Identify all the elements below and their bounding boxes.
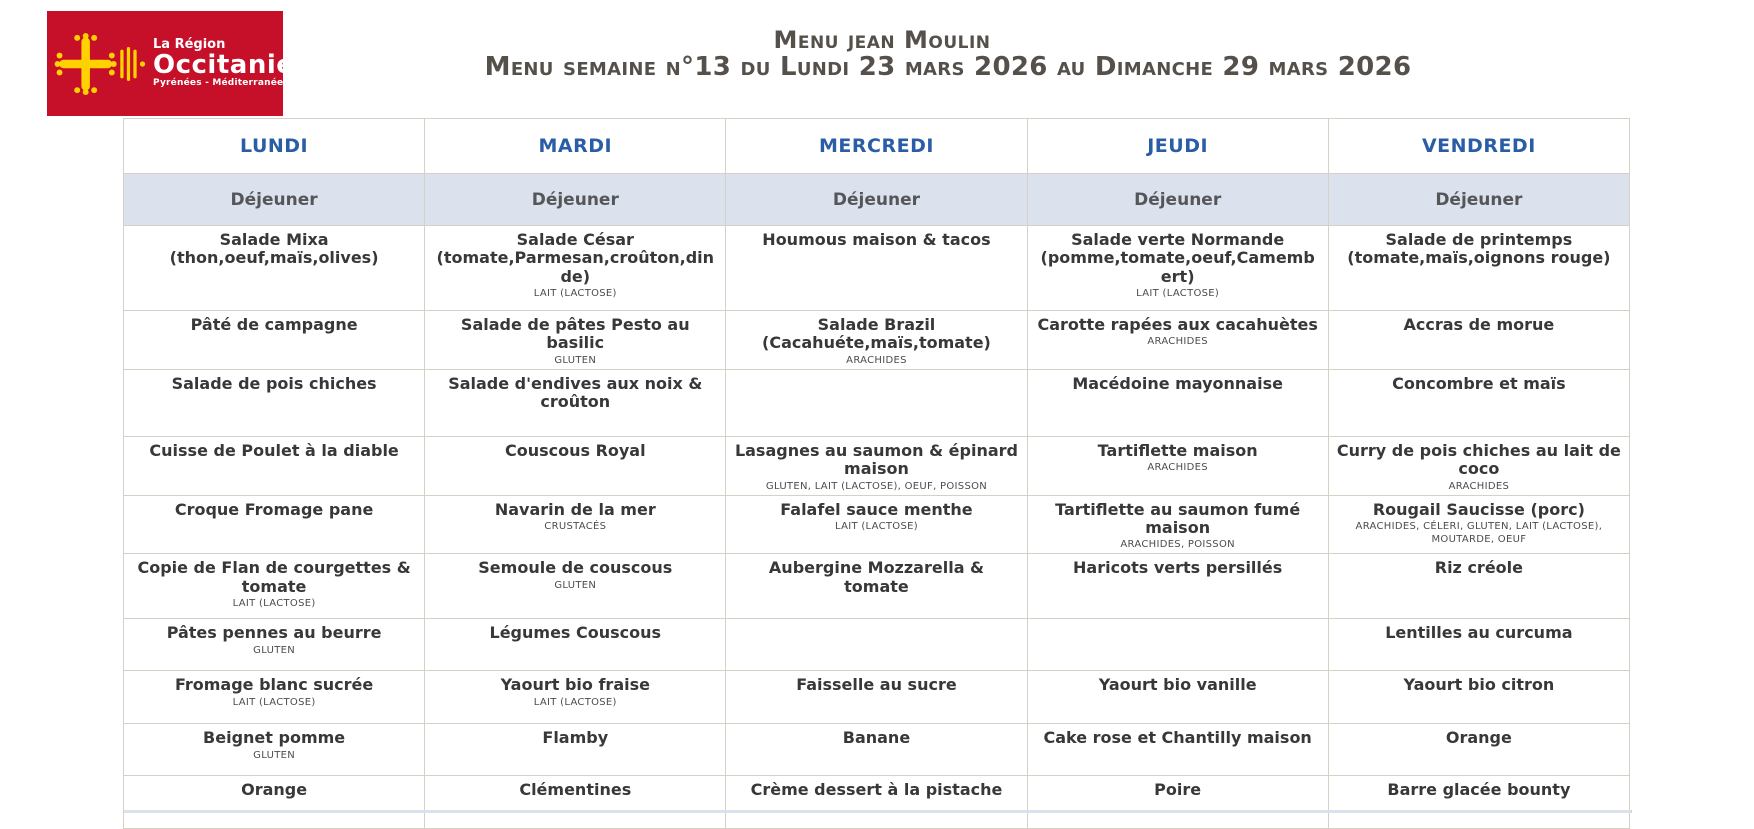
menu-item-name: Couscous Royal — [504, 440, 646, 460]
menu-item-name: Barre glacée bounty — [1387, 780, 1571, 800]
menu-item-name: Yaourt bio citron — [1403, 675, 1555, 695]
menu-item-allergens: GLUTEN — [253, 749, 296, 761]
menu-row — [124, 554, 1630, 619]
menu-item-name: Salade d'endives aux noix & croûton — [448, 373, 703, 412]
menu-item-cell — [1027, 619, 1328, 671]
day-header-mercredi: MERCREDI — [726, 119, 1027, 174]
weekly-menu-table — [123, 118, 1630, 829]
menu-item-cell — [124, 436, 425, 495]
menu-item-name: Salade Mixa (thon,oeuf,maïs,olives) — [169, 230, 379, 268]
menu-item-name: Faisselle au sucre — [796, 675, 957, 695]
menu-item-name: Cuisse de Poulet à la diable — [149, 440, 399, 460]
menu-row — [124, 724, 1630, 776]
menu-item-name: Flamby — [542, 728, 609, 748]
menu-item-cell — [124, 311, 425, 370]
menu-item-name: Légumes Couscous — [489, 623, 662, 643]
logo-text-block — [153, 38, 294, 88]
menu-item-name: Tartiflette maison — [1097, 440, 1258, 460]
occitan-cross-icon — [53, 31, 151, 97]
menu-item-cell — [1328, 369, 1629, 436]
menu-item-cell — [726, 311, 1027, 370]
menu-item-name: Pâté de campagne — [190, 315, 358, 334]
menu-item-cell — [1328, 495, 1629, 554]
menu-item-name: Orange — [1445, 728, 1512, 748]
menu-item-name: Riz créole — [1434, 558, 1523, 578]
menu-item-cell — [726, 724, 1027, 776]
menu-item-allergens: ARACHIDES, POISSON — [1120, 539, 1235, 551]
menu-item-cell — [1027, 311, 1328, 370]
menu-item-cell — [726, 776, 1027, 829]
menu-item-name: Macédoine mayonnaise — [1072, 373, 1283, 393]
day-header-row — [124, 119, 1630, 174]
menu-item-allergens: LAIT (LACTOSE) — [232, 598, 316, 610]
menu-item-name: Aubergine Mozzarella & tomate — [768, 558, 985, 596]
menu-item-allergens: LAIT (LACTOSE) — [834, 520, 918, 532]
meal-header-dejeuner: Déjeuner — [1027, 174, 1328, 226]
menu-item-name: Salade César (tomate,Parmesan,croûton,dinde) — [436, 230, 715, 286]
menu-item-cell — [124, 226, 425, 311]
menu-item-name: Croque Fromage pane — [174, 499, 374, 519]
menu-item-allergens: LAIT (LACTOSE) — [232, 696, 316, 708]
logo-subregion-label: Pyrénées - Méditerranée — [153, 78, 284, 89]
menu-item-name: Salade de pois chiches — [171, 373, 377, 393]
menu-item-cell — [425, 226, 726, 311]
region-occitanie-logo — [47, 11, 295, 116]
menu-item-cell — [425, 619, 726, 671]
menu-item-name: Fromage blanc sucrée — [174, 675, 374, 695]
menu-item-cell — [425, 671, 726, 724]
menu-row — [124, 776, 1630, 829]
logo-occitanie-label: Occitanie — [153, 49, 295, 80]
menu-item-name: Lasagnes au saumon & épinard maison — [734, 440, 1018, 479]
menu-item-cell — [1328, 436, 1629, 495]
menu-item-name: Poire — [1154, 780, 1202, 800]
day-header-jeudi: JEUDI — [1027, 119, 1328, 174]
menu-item-cell — [124, 369, 425, 436]
menu-row — [124, 671, 1630, 724]
menu-item-cell — [726, 619, 1027, 671]
menu-item-cell — [1027, 554, 1328, 619]
menu-item-allergens: ARACHIDES — [1147, 336, 1208, 348]
menu-item-name: Crème dessert à la pistache — [750, 780, 1003, 800]
menu-item-name: Lentilles au curcuma — [1385, 623, 1573, 643]
menu-item-name: Haricots verts persillés — [1073, 558, 1283, 578]
menu-item-cell — [1328, 554, 1629, 619]
menu-item-name: Falafel sauce menthe — [780, 499, 973, 519]
menu-item-cell — [425, 311, 726, 370]
menu-item-cell — [425, 554, 726, 619]
meal-header-dejeuner: Déjeuner — [1328, 174, 1629, 226]
menu-item-name: Clémentines — [519, 780, 632, 800]
menu-item-name: Carotte rapées aux cacahuètes — [1037, 315, 1318, 334]
menu-item-name: Curry de pois chiches au lait de coco — [1336, 440, 1621, 479]
menu-item-cell — [1328, 776, 1629, 829]
menu-item-allergens: GLUTEN — [253, 644, 296, 656]
menu-item-cell — [124, 776, 425, 829]
menu-item-cell — [1328, 619, 1629, 671]
menu-item-cell — [726, 226, 1027, 311]
menu-item-name: Concombre et maïs — [1392, 373, 1566, 393]
menu-item-name: Yaourt bio vanille — [1098, 675, 1257, 695]
menu-item-name: Pâtes pennes au beurre — [166, 623, 382, 643]
menu-item-name: Salade de pâtes Pesto au basilic — [460, 315, 690, 353]
menu-item-cell — [1027, 671, 1328, 724]
menu-item-cell — [1328, 226, 1629, 311]
menu-row — [124, 436, 1630, 495]
menu-row — [124, 226, 1630, 311]
page-title: Menu jean Moulin — [773, 26, 991, 54]
menu-item-name: Rougail Saucisse (porc) — [1372, 499, 1585, 519]
menu-item-name: Accras de morue — [1403, 315, 1555, 334]
meal-header-dejeuner: Déjeuner — [425, 174, 726, 226]
menu-item-cell — [1027, 436, 1328, 495]
menu-item-cell — [1027, 369, 1328, 436]
menu-row — [124, 369, 1630, 436]
menu-item-name: Banane — [842, 728, 911, 748]
menu-item-name: Orange — [241, 780, 308, 800]
meal-header-dejeuner: Déjeuner — [726, 174, 1027, 226]
menu-item-name: Beignet pomme — [203, 728, 346, 748]
menu-item-cell — [726, 436, 1027, 495]
menu-item-cell — [726, 495, 1027, 554]
menu-item-cell — [1328, 311, 1629, 370]
logo-region-label: La Région — [153, 37, 226, 53]
menu-item-name: Copie de Flan de courgettes & tomate — [137, 558, 411, 596]
menu-item-cell — [726, 671, 1027, 724]
menu-item-name: Cake rose et Chantilly maison — [1043, 728, 1312, 748]
menu-item-allergens: ARACHIDES — [846, 354, 907, 366]
menu-item-cell — [425, 495, 726, 554]
menu-item-name: Semoule de couscous — [478, 558, 673, 578]
menu-item-name: Salade de printemps (tomate,maïs,oignons rouge) — [1347, 230, 1611, 268]
menu-row — [124, 311, 1630, 370]
menu-item-cell — [425, 724, 726, 776]
menu-item-cell — [124, 724, 425, 776]
menu-item-cell — [124, 671, 425, 724]
menu-item-allergens: GLUTEN — [554, 354, 597, 366]
menu-item-allergens: LAIT (LACTOSE) — [533, 696, 617, 708]
menu-item-allergens: ARACHIDES — [1448, 480, 1510, 492]
menu-item-cell — [425, 436, 726, 495]
menu-item-cell — [1027, 495, 1328, 554]
menu-item-cell — [425, 776, 726, 829]
menu-row — [124, 495, 1630, 554]
day-header-vendredi: VENDREDI — [1328, 119, 1629, 174]
menu-item-name: Yaourt bio fraise — [500, 675, 650, 695]
meal-header-dejeuner: Déjeuner — [124, 174, 425, 226]
menu-item-cell — [726, 369, 1027, 436]
menu-item-cell — [1027, 776, 1328, 829]
menu-item-allergens: LAIT (LACTOSE) — [1136, 288, 1220, 300]
menu-row — [124, 619, 1630, 671]
menu-item-cell — [1328, 724, 1629, 776]
menu-item-cell — [425, 369, 726, 436]
menu-item-allergens: ARACHIDES — [1147, 462, 1208, 474]
menu-item-name: Houmous maison & tacos — [762, 230, 991, 249]
menu-item-cell — [124, 619, 425, 671]
menu-item-name: Navarin de la mer — [494, 499, 656, 519]
menu-item-allergens: CRUSTACÉS — [544, 520, 607, 532]
menu-item-cell — [1328, 671, 1629, 724]
menu-item-cell — [726, 554, 1027, 619]
menu-item-name: Salade Brazil (Cacahuéte,maïs,tomate) — [762, 315, 991, 353]
menu-item-allergens: GLUTEN, LAIT (LACTOSE), OEUF, POISSON — [765, 480, 988, 492]
menu-item-cell — [124, 554, 425, 619]
menu-item-name: Salade verte Normande (pomme,tomate,oeuf,Camembert) — [1040, 230, 1315, 286]
menu-item-cell — [1027, 724, 1328, 776]
menu-item-allergens: LAIT (LACTOSE) — [533, 288, 617, 300]
day-header-lundi: LUNDI — [124, 119, 425, 174]
menu-item-name: Tartiflette au saumon fumé maison — [1055, 499, 1301, 537]
day-header-mardi: MARDI — [425, 119, 726, 174]
meal-header-row — [124, 174, 1630, 226]
menu-item-allergens: GLUTEN — [554, 579, 597, 591]
menu-item-cell — [1027, 226, 1328, 311]
menu-item-allergens: ARACHIDES, CÉLERI, GLUTEN, LAIT (LACTOSE), MOUTARDE, OEUF — [1355, 520, 1603, 545]
page-subtitle: Menu semaine n°13 du Lundi 23 mars 2026 au Dimanche 29 mars 2026 — [484, 52, 1412, 82]
menu-item-cell — [124, 495, 425, 554]
